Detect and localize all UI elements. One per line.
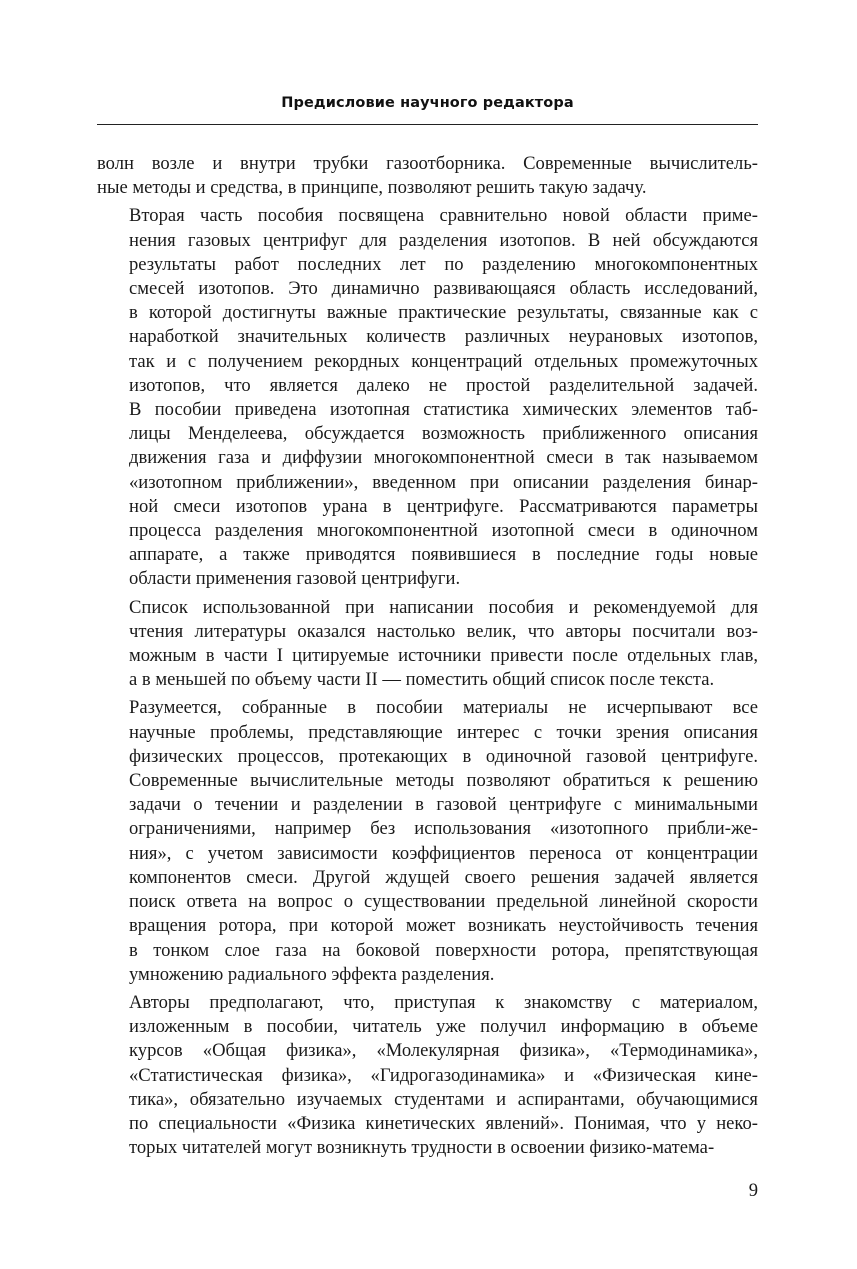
text-line: «изотопном приближении», введенном при описании разделения бинар- bbox=[129, 471, 758, 493]
text-line: ные методы и средства, в принципе, позволяют решить такую задачу. bbox=[97, 177, 647, 199]
text-line: Современные вычислительные методы позволяют обратиться к решению bbox=[129, 770, 758, 792]
text-line: Список использованной при написании пособия и рекомендуемой для bbox=[129, 596, 758, 618]
text-line: Авторы предполагают, что, приступая к знакомству с материалом, bbox=[129, 991, 758, 1013]
text-line: в тонком слое газа на боковой поверхности ротора, препятствующая bbox=[129, 939, 758, 961]
text-line: смесей изотопов. Это динамично развивающаяся область исследований, bbox=[129, 278, 758, 300]
text-line: нения газовых центрифуг для разделения изотопов. В ней обсуждаются bbox=[129, 229, 758, 251]
text-line: тика», обязательно изучаемых студентами и аспирантами, обучающимися bbox=[129, 1088, 758, 1110]
text-line: торых читателей могут возникнуть трудности в освоении физико-матема- bbox=[129, 1137, 715, 1159]
page-number: 9 bbox=[748, 1180, 758, 1201]
running-header: Предисловие научного редактора bbox=[281, 95, 574, 111]
text-line: поиск ответа на вопрос о существовании предельной линейной скорости bbox=[129, 891, 758, 913]
text-line: ния», с учетом зависимости коэффициентов переноса от концентрации bbox=[129, 842, 758, 864]
text-line: научные проблемы, представляющие интерес с точки зрения описания bbox=[129, 721, 758, 743]
text-line: области применения газовой центрифуги. bbox=[129, 568, 461, 590]
paragraph bbox=[97, 204, 758, 591]
text-line: физических процессов, протекающих в одиночной газовой центрифуге. bbox=[129, 745, 758, 767]
paragraph bbox=[97, 696, 758, 986]
body-text bbox=[97, 152, 758, 1160]
text-line: задачи о течении и разделении в газовой центрифуге с минимальными bbox=[129, 794, 758, 816]
text-line: вращения ротора, при которой может возникать неустойчивость течения bbox=[129, 915, 758, 937]
text-line: лицы Менделеева, обсуждается возможность приближенного описания bbox=[129, 423, 758, 445]
paragraph bbox=[97, 596, 758, 693]
text-line: ной смеси изотопов урана в центрифуге. Рассматриваются параметры bbox=[129, 495, 758, 517]
text-line: умножению радиального эффекта разделения. bbox=[129, 963, 495, 985]
text-line: «Статистическая физика», «Гидрогазодинамика» и «Физическая кине- bbox=[129, 1064, 758, 1086]
text-line: результаты работ последних лет по разделению многокомпонентных bbox=[129, 253, 758, 275]
header-rule bbox=[97, 124, 758, 125]
text-line: процесса разделения многокомпонентной изотопной смеси в одиночном bbox=[129, 520, 758, 542]
text-line: движения газа и диффузии многокомпонентной смеси в так называемом bbox=[129, 447, 758, 469]
text-line: по специальности «Физика кинетических явлений». Понимая, что у неко- bbox=[129, 1112, 758, 1134]
text-line: волн возле и внутри трубки газоотборника. Современные вычислитель- bbox=[97, 153, 758, 174]
text-line: в которой достигнуты важные практические результаты, связанные как с bbox=[129, 302, 758, 324]
text-line: наработкой значительных количеств различных неурановых изотопов, bbox=[129, 326, 758, 348]
text-line: В пособии приведена изотопная статистика химических элементов таб- bbox=[129, 399, 758, 421]
text-line: курсов «Общая физика», «Молекулярная физика», «Термодинамика», bbox=[129, 1040, 758, 1062]
text-line: можным в части I цитируемые источники привести после отдельных глав, bbox=[129, 645, 758, 667]
paragraph bbox=[97, 991, 758, 1160]
text-line: Разумеется, собранные в пособии материалы не исчерпывают все bbox=[129, 697, 758, 719]
paragraph bbox=[97, 152, 758, 200]
text-line: так и с получением рекордных концентраций отдельных промежуточных bbox=[129, 350, 758, 372]
text-line: ограничениями, например без использования «изотопного прибли-же- bbox=[129, 818, 758, 840]
text-line: аппарате, а также приводятся появившиеся в последние годы новые bbox=[129, 544, 758, 566]
text-line: Вторая часть пособия посвящена сравнительно новой области приме- bbox=[129, 205, 758, 227]
text-line: изотопов, что является далеко не простой разделительной задачей. bbox=[129, 374, 758, 396]
text-line: чтения литературы оказался настолько велик, что авторы посчитали воз- bbox=[129, 620, 758, 642]
text-line: а в меньшей по объему части II — поместить общий список после текста. bbox=[129, 669, 715, 691]
text-line: компонентов смеси. Другой ждущей своего решения задачей является bbox=[129, 866, 758, 888]
text-line: изложенным в пособии, читатель уже получил информацию в объеме bbox=[129, 1016, 758, 1038]
